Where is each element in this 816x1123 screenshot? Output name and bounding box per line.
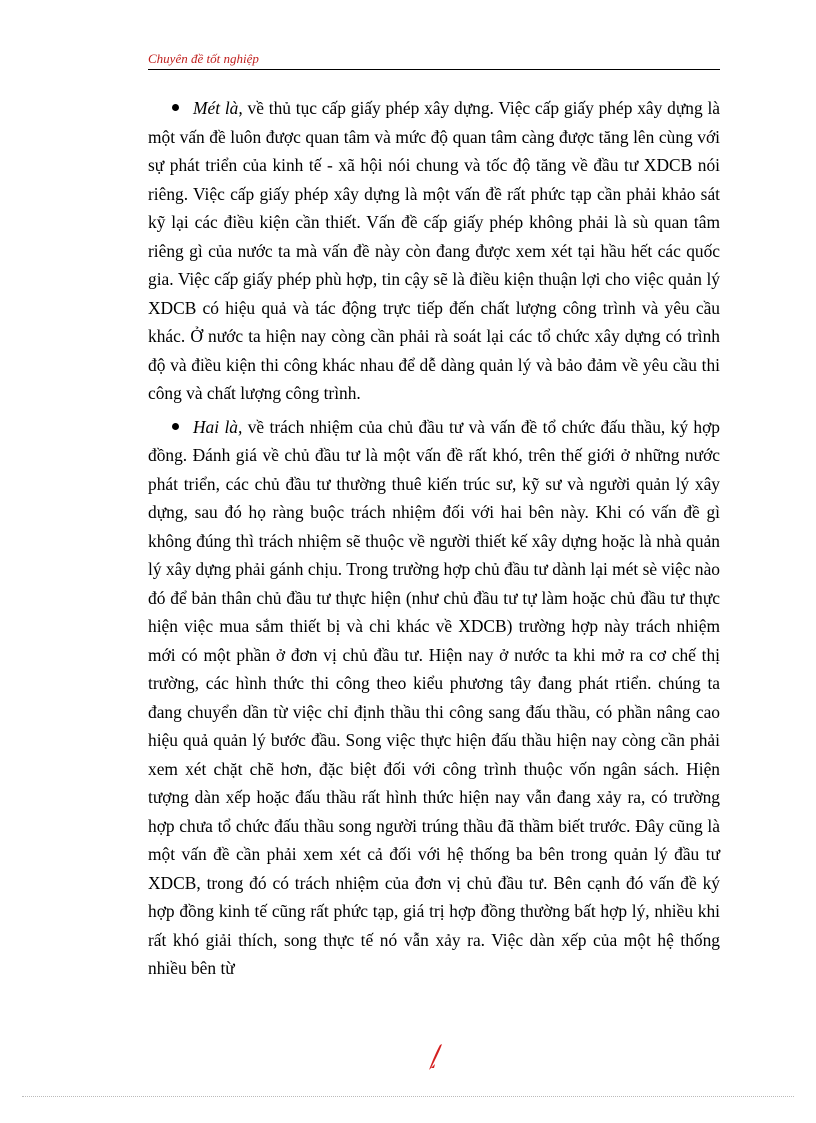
paragraph-text: về trách nhiệm của chủ đầu tư và vấn đề tổ chức đấu thầu, ký hợp đồng. Đánh giá về chủ đầu tư là một vấn đề rất khó, trên thế giới ở những nước phát triển, các chủ đầu tư thường thuê kiến trúc sư, kỹ sư và người quản lý xây dựng, sau đó họ ràng buộc trách nhiệm đối với hai bên này. Khi có vấn đề gì không đúng thì trách nhiệm sẽ thuộc về người thiết kế xây dựng hoặc là nhà quản lý xây dựng phải gánh chịu. Trong trường hợp chủ đầu tư dành lại mét sè việc nào đó để bản thân chủ đầu tư thực hiện (như chủ đầu tư tự làm hoặc chủ đầu tư thực hiện việc mua sắm thiết bị và chi khác về XDCB) trường hợp này trách nhiệm mới có một phần ở đơn vị chủ đầu tư. Hiện nay ở nước ta khi mở ra cơ chế thị trường, các hình thức thi công theo kiểu phương tây đang phát rtiển. chúng ta đang chuyển dần từ việc chỉ định thầu thi công sang đấu thầu, có phần nâng cao hiệu quả quản lý bước đầu. Song việc thực hiện đấu thầu hiện nay còng cần phải xem xét chặt chẽ hơn, đặc biệt đối với công trình thuộc vốn ngân sách. Hiện tượng dàn xếp hoặc đấu thầu rất hình thức hiện nay vẫn đang xảy ra, có trường hợp chưa tổ chức đấu thầu song người trúng thầu đã thầm biết trước. Đây cũng là một vấn đề cần phải xem xét cả đối với hệ thống ba bên trong quản lý đầu tư XDCB, trong đó có trách nhiệm của đơn vị chủ đầu tư. Bên cạnh đó vấn đề ký hợp đồng kinh tế cũng rất phức tạp, giá trị hợp đồng thường bất hợp lý, nhiều khi rất khó giải thích, song thực tế nó vẫn xảy ra. Việc dàn xếp của một hệ thống nhiều bên từ bbox=[148, 416, 720, 978]
bullet-icon bbox=[172, 104, 179, 111]
paragraph-text: về thủ tục cấp giấy phép xây dựng. Việc cấp giấy phép xây dựng là một vấn đề luôn được quan tâm và mức độ quan tâm càng được tăng lên cùng với sự phát triển của kinh tế - xã hội nói chung và tốc độ tăng về đầu tư XDCB nói riêng. Việc cấp giấy phép xây dựng là một vấn đề rất phức tạp cần phải khảo sát kỹ lại các điều kiện cần thiết. Vấn đề cấp giấy phép không phải là sù quan tâm riêng gì của nước ta mà vấn đề này còn đang được xem xét tại hầu hết các quốc gia. Việc cấp giấy phép phù hợp, tin cậy sẽ là điều kiện thuận lợi cho việc quản lý XDCB có hiệu quả và tác động trực tiếp đến chất lượng công trình và yêu cầu khác. Ở nước ta hiện nay còng cần phải rà soát lại các tổ chức xây dựng có trình độ và điều kiện thi công khác nhau để dễ dàng quản lý và bảo đảm về yêu cầu thi công và chất lượng công trình. bbox=[148, 98, 720, 403]
paragraph-1 bbox=[148, 94, 720, 408]
paragraph-2 bbox=[148, 413, 720, 983]
page-number-mark-icon bbox=[426, 1042, 446, 1072]
bullet-icon bbox=[172, 423, 179, 430]
paragraph-lead: Hai là, bbox=[193, 416, 243, 437]
document-body bbox=[148, 94, 720, 988]
page-header bbox=[148, 50, 720, 70]
bottom-divider bbox=[22, 1096, 794, 1097]
header-title: Chuyên đề tốt nghiệp bbox=[148, 51, 259, 66]
paragraph-lead: Mét là, bbox=[193, 98, 243, 118]
